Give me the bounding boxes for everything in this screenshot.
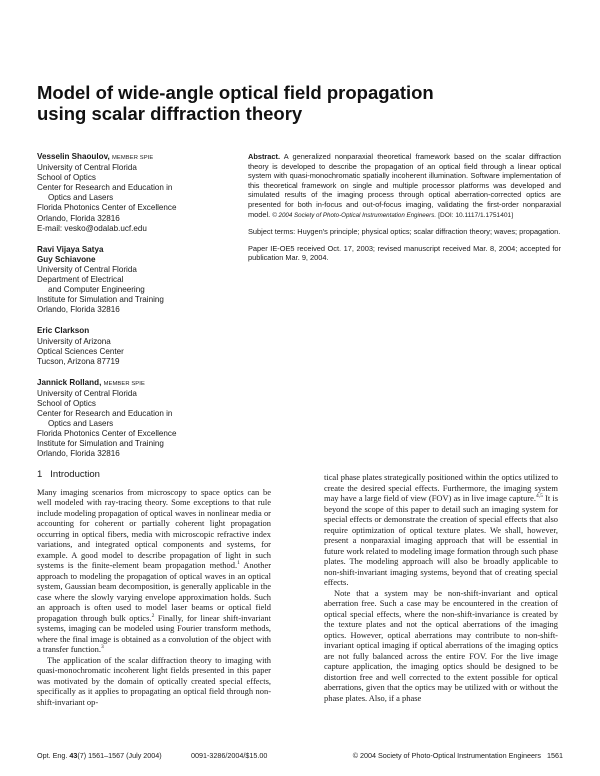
affiliation-line: University of Central Florida <box>37 264 137 274</box>
author-block-2 <box>37 245 237 316</box>
citation[interactable]: 4,5 <box>536 493 543 500</box>
affiliation-line: Institute for Simulation and Training <box>37 295 164 305</box>
author-name: Jannick Rolland, <box>37 377 102 387</box>
author-name: Guy Schiavone <box>37 254 96 264</box>
affiliation-line: University of Arizona <box>37 336 111 346</box>
paragraph: The application of the scalar diffraction theory to imaging with quasi-monochromatic incoherent light fields presented in this paper was motivated by the domain of optically created special effects, specifically as it applies to propagating an optical field through non-shift-invariant op- <box>37 654 271 707</box>
abstract-paragraph <box>248 152 561 220</box>
affiliation-line: Center for Research and Education in <box>37 183 173 193</box>
affiliation-line: School of Optics <box>37 398 96 408</box>
author-name: Eric Clarkson <box>37 326 90 336</box>
doi-link[interactable]: [DOI: 10.1117/1.1751401] <box>438 211 514 219</box>
paragraph-text: It is beyond the scope of this paper to detail such an imaging system for special effects or demonstrate the creation of special effects that also require optimization of optical texture plates. We shall, however, present a nonparaxial imaging approach that will be essential in future work related to modeling image formation through such phase plates. The modeling approach will also be broadly applicable to non-shift-invariant imaging systems, beyond that of creating special effects. <box>324 493 558 587</box>
society-copyright: © 2004 Society of Photo-Optical Instrumentation Engineers <box>352 751 541 760</box>
title-line-1: Model of wide-angle optical field propagation <box>37 82 434 103</box>
paragraph: Note that a system may be non-shift-invariant and optical aberration free. Such a case may be encountered in the creation of optical special effects, where the non-shift-invariance is created by the texture plates and not the optical aberrations of the imaging optics. However, optical aberrations may contribute to non-shift-invariant optical imaging if optical aberrations of the imaging optics are not fully balanced across the entire FOV. For the live image capture application, the imaging optics should be designed to be distortion free and well corrected to the extent possible for optical aberrations, given that the optics may be utilized with or without the phase plates. Also, if a phase <box>324 587 558 703</box>
affiliation-line: Florida Photonics Center of Excellence <box>37 203 177 213</box>
affiliation-line: Optics and Lasers <box>48 193 114 203</box>
paragraph <box>37 487 271 655</box>
citation[interactable]: 2 <box>151 612 155 619</box>
affiliation-line: Orlando, Florida 32816 <box>37 305 120 315</box>
affiliation-line: Tucson, Arizona 87719 <box>37 356 120 366</box>
affiliation-line: University of Central Florida <box>37 388 137 398</box>
journal-volume: 43 <box>69 751 78 760</box>
member-badge: MEMBER SPIE <box>111 155 154 161</box>
author-block-3 <box>37 326 237 366</box>
citation[interactable]: 1 <box>237 560 240 567</box>
section-heading <box>37 470 271 481</box>
author-name: Vesselin Shaoulov, <box>37 152 110 161</box>
received-dates: Paper IE-OE5 received Oct. 17, 2003; revised manuscript received Mar. 8, 2004; accepted for publication Mar. 9, 2004. <box>248 243 561 263</box>
title-line-2: using scalar diffraction theory <box>37 103 303 124</box>
affiliation-line: University of Central Florida <box>37 163 137 173</box>
author-block-4 <box>37 378 237 460</box>
section-title: Introduction <box>50 469 100 480</box>
affiliation-line: Orlando, Florida 32816 <box>37 213 120 223</box>
author-affiliations <box>37 152 237 471</box>
member-badge: MEMBER SPIE <box>103 380 145 387</box>
left-column <box>37 470 271 707</box>
paragraph-text: Another approach to modeling the propagation of optical waves in an optical system, Gaussian beam decomposition, is generally applicable in the case where the slowly varying envelope approximation holds. Such an approach is often used to model laser beams or optical field propagation through bulk optics. <box>37 560 272 623</box>
author-name: Ravi Vijaya Satya <box>37 244 104 254</box>
affiliation-line: Orlando, Florida 32816 <box>37 449 120 459</box>
affiliation-line: Optics and Lasers <box>48 419 114 429</box>
affiliation-line: Florida Photonics Center of Excellence <box>37 429 177 439</box>
paragraph-text: tical phase plates strategically positioned within the optics utilized to create the desired special effects. Furthermore, the imaging system may have a large field of view (FOV) as in live image capture. <box>324 472 558 503</box>
subject-terms: Subject terms: Huygen's principle; physical optics; scalar diffraction theory; waves; propagation. <box>248 227 561 237</box>
citation[interactable]: 3 <box>100 644 104 651</box>
affiliation-line: and Computer Engineering <box>48 285 145 295</box>
author-block-1 <box>37 152 237 234</box>
section-number: 1 <box>37 469 43 480</box>
issn: 0091-3286/2004/$15.00 <box>191 751 268 760</box>
affiliation-line: School of Optics <box>37 173 96 183</box>
page-number: 1561 <box>547 751 563 760</box>
footer-right <box>353 751 563 760</box>
journal-issue: (7) 1561–1567 (July 2004) <box>77 751 162 760</box>
abstract-text: A generalized nonparaxial theoretical framework based on the scalar diffraction theory is developed to describe the propagation of an optical field through a linear optical system with quasi-monochromatic spatially incoherent illumination. Software implementation of this theoretical framework on single and multiple processor platforms was developed and simulated results of the imaging process through optical aberration-corrected optics are presented for both in-focus and out-of-focus imaging, validating the first-order nonparaxial model. <box>248 152 561 219</box>
paragraph <box>324 472 558 588</box>
right-column <box>324 472 558 703</box>
paper-title <box>37 82 557 124</box>
affiliation-line: Institute for Simulation and Training <box>37 439 164 449</box>
journal-name: Opt. Eng. <box>37 751 68 760</box>
paragraph-text: Many imaging scenarios from microscopy to space optics can be well modeled with ray-tracing theory. Some exceptions to that rule include modeling propagation of optical waves in nonlinear media or accounting for coherent or partially coherent light propagation occurring in optical fibers, media with microscopic refractive index variations, and integrated optical components and systems, for example. A good model to describe propagation of light in such systems is the finite-element beam propagation method. <box>37 486 271 570</box>
paragraph-text: Finally, for linear shift-invariant systems, imaging can be modeled using Fourier transform methods, where the final image is obtained as a convolution of the object with a transfer function. <box>37 612 271 654</box>
copyright-notice: © 2004 Society of Photo-Optical Instrumentation Engineers. <box>272 211 437 219</box>
abstract-label: Abstract. <box>248 152 281 161</box>
affiliation-line: Center for Research and Education in <box>37 409 173 419</box>
journal-citation <box>37 751 162 760</box>
affiliation-line: Optical Sciences Center <box>37 346 124 356</box>
author-email: E-mail: vesko@odalab.ucf.edu <box>37 223 147 233</box>
affiliation-line: Department of Electrical <box>37 275 124 285</box>
abstract-block <box>248 152 561 270</box>
